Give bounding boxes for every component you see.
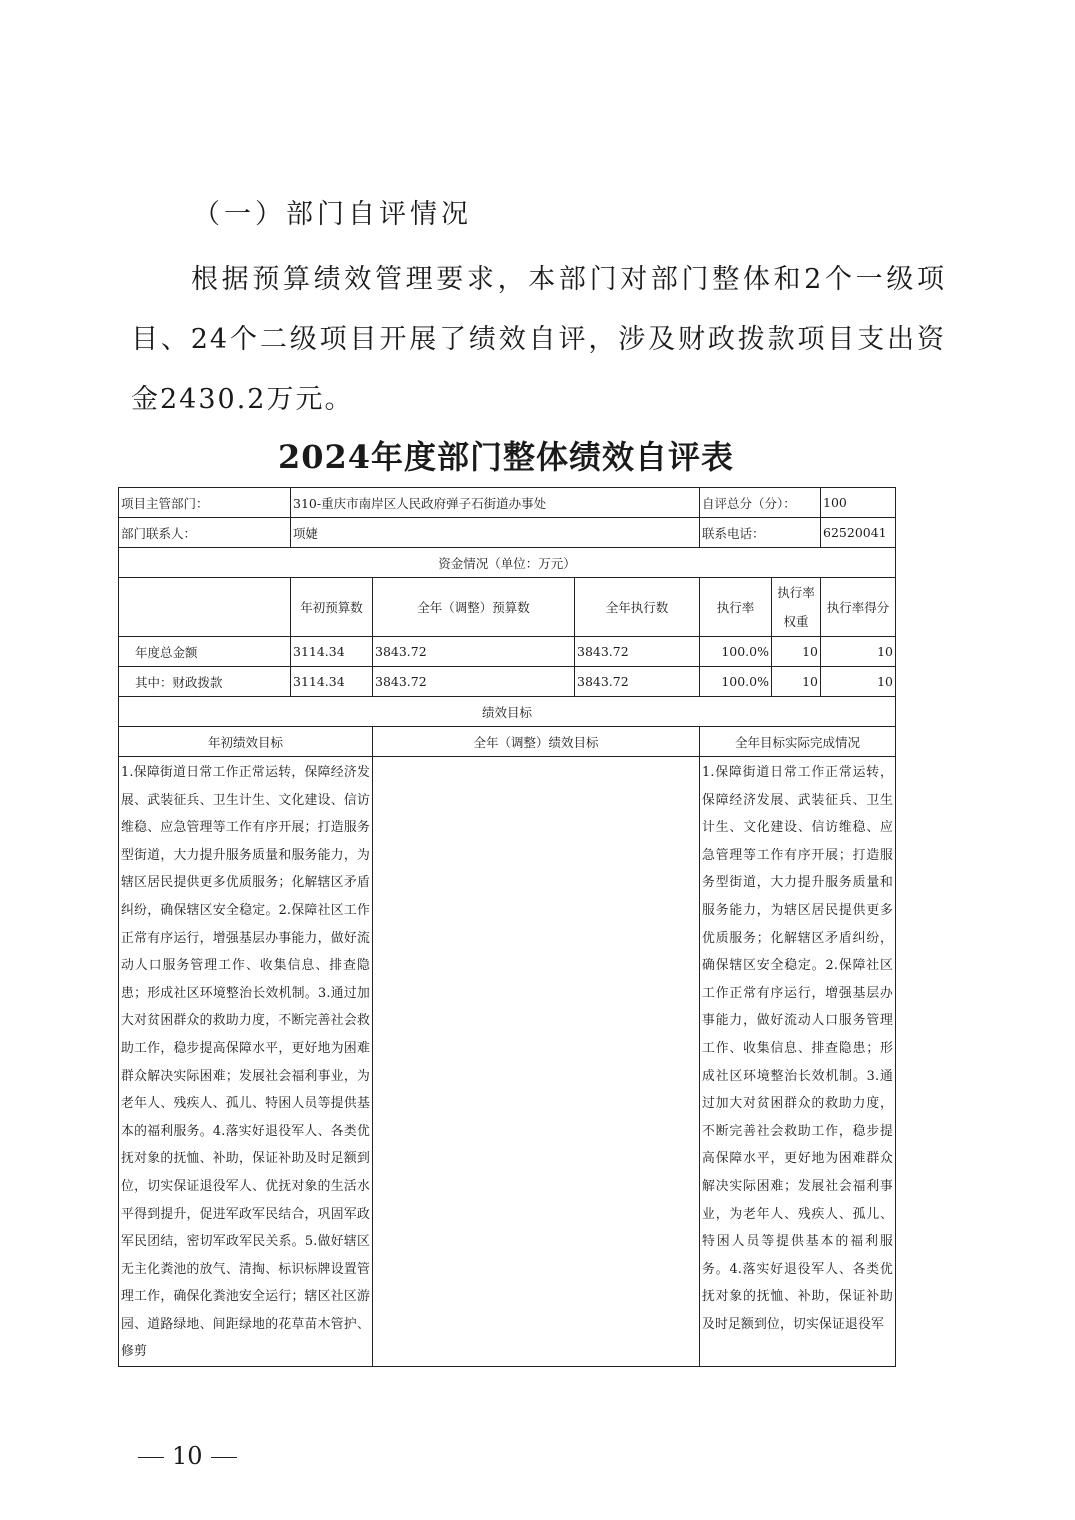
initial-budget-value: 3114.34	[291, 637, 373, 667]
page-number-value: 10	[172, 1442, 203, 1470]
exec-score-value: 10	[821, 667, 896, 697]
col-executed: 全年执行数	[575, 578, 700, 637]
intro-paragraph: 根据预算绩效管理要求，本部门对部门整体和2个一级项目、24个二级项目开展了绩效自评，涉及财政拨款项目支出资金2430.2万元。	[131, 264, 946, 415]
table-row-funds-header	[119, 548, 896, 578]
goals-header: 绩效目标	[119, 697, 896, 727]
exec-weight-value: 10	[772, 637, 821, 667]
col-adjusted-budget: 全年（调整）预算数	[373, 578, 575, 637]
row-label: 年度总金额	[119, 637, 291, 667]
exec-score-value: 10	[821, 637, 896, 667]
funds-header: 资金情况（单位：万元）	[119, 548, 896, 578]
empty-header-cell	[119, 578, 291, 637]
goal-initial-text: 1.保障街道日常工作正常运转，保障经济发展、武装征兵、卫生计生、文化建设、信访维稳、应急管理等工作有序开展；打造服务型街道，大力提升服务质量和服务能力，为辖区居民提供更多优质服务；化解辖区矛盾纠纷，确保辖区安全稳定。2.保障社区工作正常有序运行，增强基层办事能力，做好流动人口服务管理工作、收集信息、排查隐患；形成社区环境整治长效机制。3.通过加大对贫困群众的救助力度，不断完善社会救助工作，稳步提高保障水平，更好地为困难群众解决实际困难；发展社会福利事业，为老年人、残疾人、孤儿、特困人员等提供基本的福利服务。4.落实好退役军人、各类优抚对象的抚恤、补助，保证补助及时足额到位，切实保证退役军人、优抚对象的生活水平得到提升，促进军政军民结合，巩固军政军民团结，密切军政军民关系。5.做好辖区无主化粪池的放气、清掏、标识标牌设置管理工作，确保化粪池安全运行；辖区社区游园、道路绿地、间距绿地的花草苗木管护、修剪	[119, 757, 373, 1367]
contact-value: 项婕	[291, 518, 700, 548]
dept-label: 项目主管部门：	[119, 488, 291, 518]
adjusted-budget-value: 3843.72	[373, 637, 575, 667]
table-row-dept	[119, 488, 896, 518]
col-exec-score: 执行率得分	[821, 578, 896, 637]
dash-left	[138, 1457, 164, 1459]
goal-adjusted-text	[373, 757, 700, 1367]
table-title: 2024年度部门整体绩效自评表	[277, 438, 735, 476]
col-exec-weight: 执行率权重	[772, 578, 821, 637]
phone-label: 联系电话：	[700, 518, 821, 548]
col-goal-initial: 年初绩效目标	[119, 727, 373, 757]
section-heading: （一）部门自评情况	[193, 199, 472, 230]
adjusted-budget-value: 3843.72	[373, 667, 575, 697]
dept-value: 310-重庆市南岸区人民政府弹子石街道办事处	[291, 488, 700, 518]
goal-actual-text: 1.保障街道日常工作正常运转，保障经济发展、武装征兵、卫生计生、文化建设、信访维稳、应急管理等工作有序开展；打造服务型街道，大力提升服务质量和服务能力，为辖区居民提供更多优质服务；化解辖区矛盾纠纷，确保辖区安全稳定。2.保障社区工作正常有序运行，增强基层办事能力，做好流动人口服务管理工作、收集信息、排查隐患；形成社区环境整治长效机制。3.通过加大对贫困群众的救助力度，不断完善社会救助工作，稳步提高保障水平，更好地为困难群众解决实际困难；发展社会福利事业，为老年人、残疾人、孤儿、特困人员等提供基本的福利服务。4.落实好退役军人、各类优抚对象的抚恤、补助，保证补助及时足额到位，切实保证退役军	[700, 757, 896, 1367]
col-goal-actual: 全年目标实际完成情况	[700, 727, 896, 757]
phone-value: 62520041	[821, 518, 896, 548]
exec-rate-value: 100.0%	[700, 667, 772, 697]
executed-value: 3843.72	[575, 637, 700, 667]
col-exec-rate: 执行率	[700, 578, 772, 637]
table-row	[119, 667, 896, 697]
initial-budget-value: 3114.34	[291, 667, 373, 697]
executed-value: 3843.72	[575, 667, 700, 697]
table-row-goals-header	[119, 697, 896, 727]
table-row-goals	[119, 757, 896, 1367]
table-row	[119, 637, 896, 667]
exec-weight-value: 10	[772, 667, 821, 697]
dash-right	[211, 1457, 237, 1459]
page-number	[130, 1442, 245, 1470]
col-goal-adjusted: 全年（调整）绩效目标	[373, 727, 700, 757]
table-row-column-headers	[119, 578, 896, 637]
contact-label: 部门联系人：	[119, 518, 291, 548]
performance-self-evaluation-table	[118, 487, 896, 1367]
col-initial-budget: 年初预算数	[291, 578, 373, 637]
table-row-goal-columns	[119, 727, 896, 757]
score-value: 100	[821, 488, 896, 518]
row-label: 其中：财政拨款	[119, 667, 291, 697]
score-label: 自评总分（分）：	[700, 488, 821, 518]
exec-rate-value: 100.0%	[700, 637, 772, 667]
table-row-contact	[119, 518, 896, 548]
